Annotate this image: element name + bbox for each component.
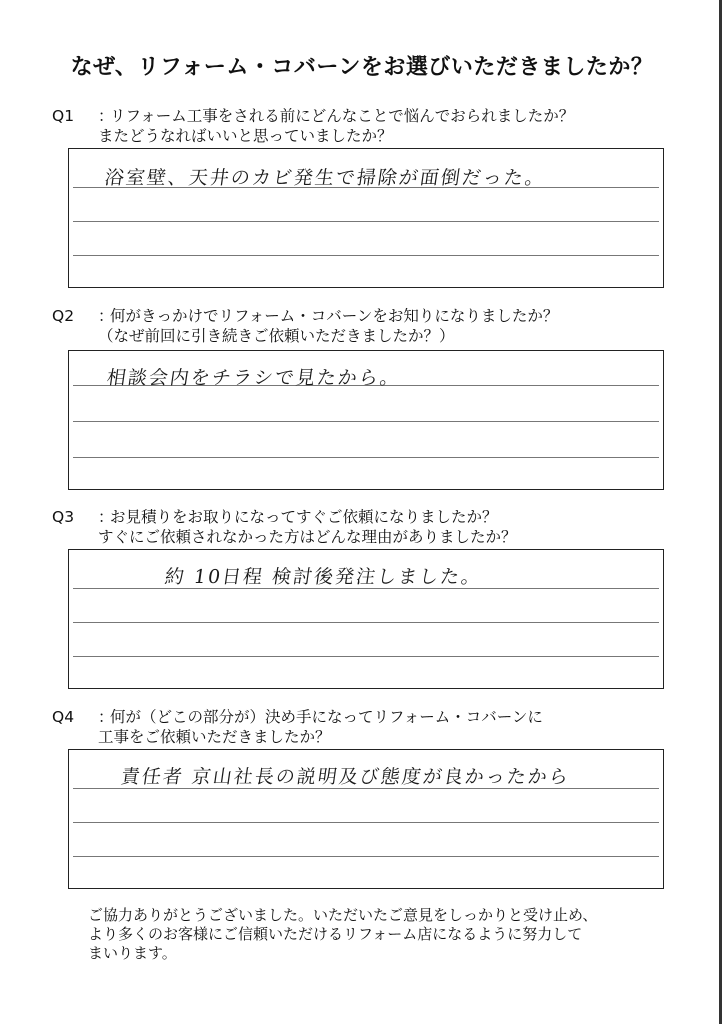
closing-line: まいります。 bbox=[88, 944, 177, 962]
question-3 bbox=[52, 507, 692, 547]
question-text-continued: またどうなればいいと思っていましたか？ bbox=[98, 127, 393, 145]
closing-line: より多くのお客様にご信頼いただけるリフォーム店になるように努力して bbox=[88, 925, 583, 943]
question-2 bbox=[52, 306, 692, 346]
question-colon: ： bbox=[98, 307, 114, 325]
question-number: Q3 bbox=[52, 508, 75, 526]
question-number: Q4 bbox=[52, 708, 75, 726]
question-text: リフォーム工事をされる前にどんなことで悩んでおられましたか？ bbox=[110, 107, 575, 125]
question-colon: ： bbox=[98, 508, 114, 526]
question-4 bbox=[52, 707, 692, 747]
question-text-continued: 工事をご依頼いただきましたか？ bbox=[98, 728, 331, 746]
question-text: 何が（どこの部分が）決め手になってリフォーム・コバーンに bbox=[110, 708, 543, 726]
handwritten-answer: 浴室壁、天井のカビ発生で掃除が面倒だった。 bbox=[103, 167, 548, 189]
answer-rule bbox=[73, 856, 659, 857]
question-number: Q1 bbox=[52, 107, 75, 125]
closing-line: ご協力ありがとうございました。いただいたご意見をしっかりと受け止め、 bbox=[88, 906, 598, 924]
closing-message bbox=[88, 906, 688, 963]
handwritten-answer: 約 10日程 検討後発注しました。 bbox=[163, 566, 484, 588]
answer-box-4 bbox=[68, 749, 664, 889]
answer-rule bbox=[73, 255, 659, 256]
scan-edge bbox=[719, 0, 722, 1024]
answer-box-3 bbox=[68, 549, 664, 689]
question-1 bbox=[52, 106, 692, 146]
answer-rule bbox=[73, 656, 659, 657]
question-colon: ： bbox=[98, 708, 114, 726]
answer-rule bbox=[73, 457, 659, 458]
question-number: Q2 bbox=[52, 307, 75, 325]
question-colon: ： bbox=[98, 107, 114, 125]
answer-rule bbox=[73, 622, 659, 623]
answer-rule bbox=[73, 421, 659, 422]
handwritten-answer: 相談会内をチラシで見たから。 bbox=[105, 367, 403, 389]
answer-rule bbox=[73, 221, 659, 222]
answer-rule bbox=[73, 822, 659, 823]
question-text-continued: （なぜ前回に引き続きご依頼いただきましたか？） bbox=[98, 327, 455, 345]
question-text: 何がきっかけでリフォーム・コバーンをお知りになりましたか？ bbox=[110, 307, 559, 325]
answer-box-1 bbox=[68, 148, 664, 288]
page-title: なぜ、リフォーム・コバーンをお選びいただきましたか？ bbox=[70, 55, 654, 80]
question-text-continued: すぐにご依頼されなかった方はどんな理由がありましたか？ bbox=[98, 528, 517, 546]
answer-box-2 bbox=[68, 350, 664, 490]
handwritten-answer: 責任者 京山社長の説明及び態度が良かったから bbox=[119, 766, 572, 788]
question-text: お見積りをお取りになってすぐご依頼になりましたか？ bbox=[110, 508, 498, 526]
